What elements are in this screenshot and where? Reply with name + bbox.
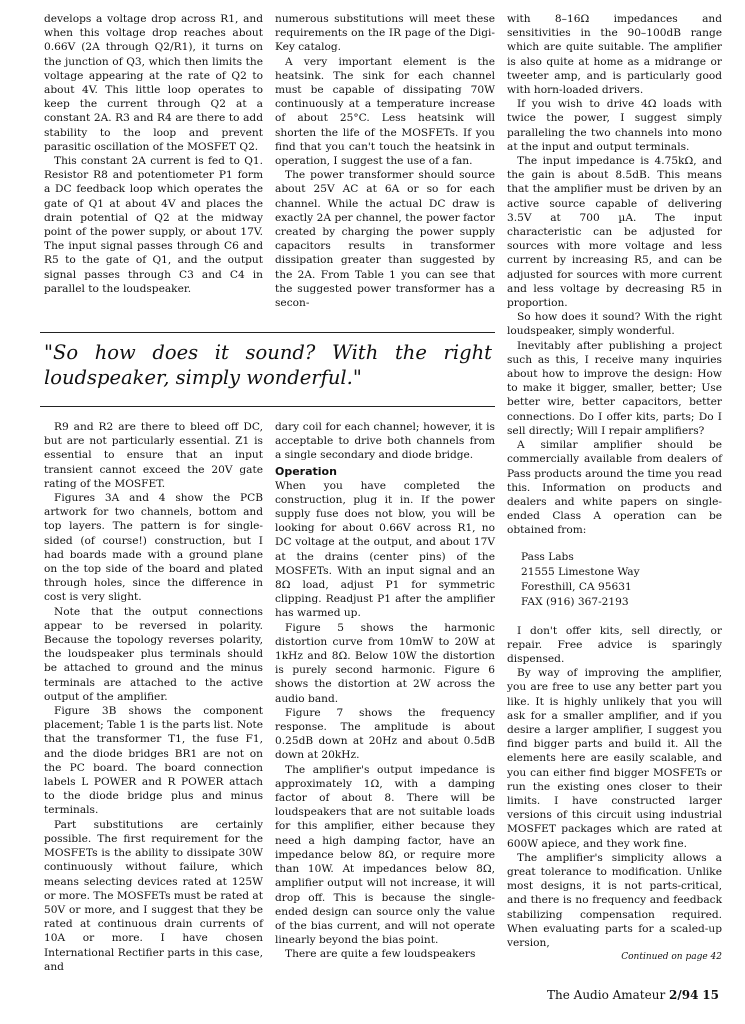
paragraph: The power transformer should source about 25V AC at 6A or so for each channel. While the actual DC draw is exactly 2A per channel, the power factor created by charging the power supply capacitors results in transformer dissipation greater than suggested by the 2A. From Table 1 you can see that the suggested power transformer has a secon- — [275, 169, 495, 310]
paragraph: The input impedance is 4.75kΩ, and the gain is about 8.5dB. This means that the amplifier must be driven by an active source capable of delivering 3.5V at 700 µA. The input characteristic can be adjusted for sources with more voltage and less current by increasing R5, and can be adjusted for sources with more current and less voltage by decreasing R5 in proportion. — [507, 155, 722, 310]
paragraph: A very important element is the heatsink. The sink for each channel must be capable of dissipating 70W continuously at a temperature increase of about 25°C. Less heatsink will shorten the life of the MOSFETs. If you find that you can't touch the heatsink in operation, I suggest the use of a fan. — [275, 55, 495, 168]
paragraph: The amplifier's output impedance is approximately 1Ω, with a damping factor of about 8. There will be loudspeakers that are not suitable loads for this amplifier, either because they need a high damping factor, have an impedance below 8Ω, or require more than 10W. At impedances below 8Ω, amplifier output will not increase, it will drop off. This is because the single-ended design can source only the value of the bias current, and will not operate linearly beyond the bias point. — [275, 763, 495, 947]
paragraph: with 8–16Ω impedances and sensitivities in the 90–100dB range which are quite suitable. The amplifier is also quite at home as a midrange or tweeter amp, and is particularly good with horn-loaded drivers. — [507, 13, 722, 97]
issue-number: 2/94 — [669, 988, 699, 1002]
paragraph: When you have completed the construction, plug it in. If the power supply fuse does not blow, you will be looking for about 0.66V across R1, no DC voltage at the output, and about 17V at the drains (center pins) of the MOSFETs. With an input signal and an 8Ω load, adjust P1 for symmetric clipping. Readjust P1 after the amplifier has warmed up. — [275, 479, 495, 620]
paragraph: There are quite a few loudspeakers — [285, 948, 476, 961]
column-3 — [507, 12, 722, 964]
paragraph: Figures 3A and 4 show the PCB artwork for two channels, bottom and top layers. The pattern is for single-sided (of course!) construction, but I had boards made with a ground plane on the top side of the board and plated through holes, since the difference in cost is very slight. — [44, 492, 263, 604]
page-number: 15 — [702, 988, 719, 1002]
pull-quote: "So how does it sound? With the right loudspeaker, simply wonderful." — [44, 341, 492, 389]
paragraph: develops a voltage drop across R1, and when this voltage drop reaches about 0.66V (2A through Q2/R1), it turns on the junction of Q3, which then limits the voltage appearing at the rate of Q2 to about 4V. This little loop operates to keep the current through Q2 at a constant 2A. R3 and R4 are there to add stability to the loop and prevent parasitic oscillation of the MOSFET Q2. — [44, 13, 263, 153]
paragraph: By way of improving the amplifier, you are free to use any better part you like. It is highly unlikely that you will ask for a smaller amplifier, and if you desire a larger amplifier, I suggest you find bigger parts and build it. All the elements here are easily scalable, and you can either find bigger MOSFETs or run the existing ones closer to their limits. I have constructed larger versions of this circuit using industrial MOSFET packages which are rated at 600W apiece, and they work fine. — [507, 667, 722, 850]
column-1-top — [44, 12, 263, 296]
paragraph: Note that the output connections appear to be reversed in polarity. Because the topology reverses polarity, the loudspeaker plus terminals should be attached to ground and the minus terminals are attached to the active output of the amplifier. — [44, 605, 263, 703]
paragraph: Figure 7 shows the frequency response. The amplitude is about 0.25dB down at 20Hz and about 0.5dB down at 20kHz. — [275, 706, 495, 762]
address-city: Foresthill, CA 95631 — [521, 580, 632, 593]
column-1-bottom — [44, 420, 263, 974]
paragraph: I don't offer kits, sell directly, or repair. Free advice is sparingly dispensed. — [507, 624, 722, 665]
magazine-name: The Audio Amateur — [547, 988, 666, 1002]
paragraph: Figure 5 shows the harmonic distortion curve from 10mW to 20W at 1kHz and 8Ω. Below 10W the distortion is purely second harmonic. Figure 6 shows the distortion at 2W across the audio band. — [275, 621, 495, 705]
paragraph: dary coil for each channel; however, it is acceptable to drive both channels from a single secondary and diode bridge. — [275, 421, 495, 462]
address-name: Pass Labs — [521, 550, 574, 563]
paragraph: numerous substitutions will meet these requirements on the IR page of the Digi-Key catalog. — [275, 13, 495, 54]
paragraph: Inevitably after publishing a project such as this, I receive many inquiries about how to improve the design: How to make it bigger, smaller, better; Use better wire, better capacitors, better connections. Do I offer kits, parts; Do I sell directly; Will I repair amplifiers? — [507, 339, 722, 437]
paragraph: A similar amplifier should be commercially available from dealers of Pass products around the time you read this. Information on products and dealers and white papers on single-ended Class A operation can be obtained from: — [507, 439, 722, 537]
continued-note: Continued on page 42 — [621, 952, 722, 963]
page-footer — [547, 988, 719, 1002]
section-heading-operation: Operation — [275, 464, 337, 478]
address-street: 21555 Limestone Way — [521, 565, 640, 578]
address-fax: FAX (916) 367-2193 — [521, 595, 629, 608]
pull-quote-top-rule — [40, 332, 495, 333]
paragraph: So how does it sound? With the right loudspeaker, simply wonderful. — [507, 311, 722, 338]
paragraph: This constant 2A current is fed to Q1. Resistor R8 and potentiometer P1 form a DC feedback loop which operates the gate of Q1 at about 4V and places the drain potential of Q2 at the midway point of the power supply, or about 17V. The input signal passes through C6 and R5 to the gate of Q1, and the output signal passes through C3 and C4 in parallel to the loudspeaker. — [44, 155, 263, 295]
address-block — [521, 550, 722, 610]
paragraph: If you wish to drive 4Ω loads with twice the power, I suggest simply paralleling the two channels into mono at the input and output terminals. — [507, 98, 722, 153]
paragraph: Part substitutions are certainly possible. The first requirement for the MOSFETs is the ability to dissipate 30W continuously without failure, which means selecting devices rated at 125W or more. The MOSFETs must be rated at 50V or more, and I suggest that they be rated at continuous drain currents of 10A or more. I have chosen International Rectifier parts in this case, and — [44, 818, 263, 973]
paragraph: Figure 3B shows the component placement; Table 1 is the parts list. Note that the transformer T1, the fuse F1, and the diode bridges BR1 are not on the PC board. The board connection labels L POWER and R POWER attach to the diode bridge plus and minus terminals. — [44, 705, 264, 817]
column-2-top — [275, 12, 495, 310]
column-2-bottom — [275, 420, 495, 962]
paragraph: R9 and R2 are there to bleed off DC, but are not particularly essential. Z1 is essential to ensure that an input transient cannot exceed the 20V gate rating of the MOSFET. — [44, 421, 263, 490]
pull-quote-bottom-rule — [40, 406, 495, 407]
paragraph: The amplifier's simplicity allows a great tolerance to modification. Unlike most designs, it is not parts-critical, and there is no frequency and feedback stabilizing compensation required. When evaluating parts for a scaled-up version, — [507, 851, 722, 949]
